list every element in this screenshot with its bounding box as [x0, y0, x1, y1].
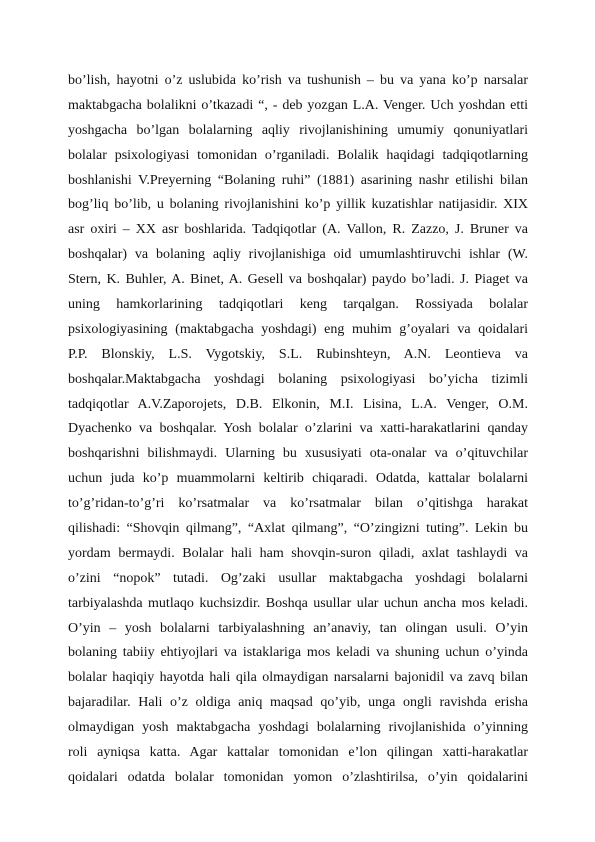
- text-line: P.P. Blonskiy, L.S. Vygotskiy, S.L. Rubinshteyn, A.N. Leontieva va: [68, 346, 528, 362]
- text-line: to’g’ridan-to’g’ri ko’rsatmalar va ko’rsatmalar bilan o’qitishga harakat: [68, 496, 528, 512]
- text-line: psixologiyasining (maktabgacha yoshdagi) eng muhim g’oyalari va qoidalari: [68, 321, 528, 337]
- text-line: tadqiqotlar A.V.Zaporojets, D.B. Elkonin, M.I. Lisina, L.A. Venger, O.M.: [68, 396, 528, 412]
- text-line: boshqarishni bilishmaydi. Ularning bu xususiyati ota-onalar va o’qituvchilar: [68, 446, 528, 462]
- text-line: maktabgacha bolalikni o’tkazadi “, - deb yozgan L.A. Venger. Uch yoshdan etti: [68, 97, 528, 113]
- text-line: Stern, K. Buhler, A. Binet, A. Gesell va boshqalar) paydo bo’ladi. J. Piaget va: [68, 272, 528, 288]
- text-line: bo’lish, hayotni o’z uslubida ko’rish va tushunish – bu va yana ko’p narsalar: [68, 73, 528, 88]
- text-line: qilishadi: “Shovqin qilmang”, “Axlat qilmang”, “O’zingizni tuting”. Lekin bu: [68, 521, 528, 537]
- text-line: uning hamkorlarining tadqiqotlari keng tarqalgan. Rossiyada bolalar: [68, 297, 528, 313]
- text-line: bajaradilar. Hali o’z oldiga aniq maqsad qo’yib, unga ongli ravishda erisha: [68, 695, 528, 711]
- text-line: bolalar haqiqiy hayotda hali qila olmaydigan narsalarni bajonidil va zavq bilan: [68, 670, 528, 686]
- text-line: roli ayniqsa katta. Agar kattalar tomonidan e’lon qilingan xatti-harakatlar: [68, 745, 528, 761]
- text-line: olmaydigan yosh maktabgacha yoshdagi bolalarning rivojlanishida o’yinning: [68, 720, 528, 736]
- text-line: bolalar psixologiyasi tomonidan o’rganiladi. Bolalik haqidagi tadqiqotlarning: [68, 147, 528, 163]
- text-line: boshlanishi V.Preyerning “Bolaning ruhi” (1881) asarining nashr etilishi bilan: [68, 172, 528, 188]
- text-line: Dyachenko va boshqalar. Yosh bolalar o’zlarini va xatti-harakatlarini qanday: [68, 421, 528, 437]
- text-line: tarbiyalashda mutlaqo kuchsizdir. Boshqa usullar ular uchun ancha mos keladi.: [68, 595, 528, 611]
- text-line: boshqalar.Maktabgacha yoshdagi bolaning psixologiyasi bo’yicha tizimli: [68, 371, 528, 387]
- text-line: bolaning tabiiy ehtiyojlari va istaklariga mos keladi va shuning uchun o’yinda: [68, 645, 528, 661]
- text-line: yoshgacha bo’lgan bolalarning aqliy rivojlanishining umumiy qonuniyatlari: [68, 122, 528, 138]
- text-line: O’yin – yosh bolalarni tarbiyalashning an’anaviy, tan olingan usuli. O’yin: [68, 620, 528, 636]
- text-line: o’zini “nopok” tutadi. Og’zaki usullar maktabgacha yoshdagi bolalarni: [68, 570, 528, 586]
- body-text: [68, 69, 528, 791]
- text-line: asr oxiri – XX asr boshlarida. Tadqiqotlar (A. Vallon, R. Zazzo, J. Bruner va: [68, 222, 528, 238]
- text-line: bog’liq bo’lib, u bolaning rivojlanishini ko’p yillik kuzatishlar natijasidir. XIX: [68, 197, 528, 213]
- text-line: uchun juda ko’p muammolarni keltirib chiqaradi. Odatda, kattalar bolalarni: [68, 471, 528, 487]
- text-line: boshqalar) va bolaning aqliy rivojlanishiga oid umumlashtiruvchi ishlar (W.: [68, 247, 528, 263]
- text-line: yordam bermaydi. Bolalar hali ham shovqin-suron qiladi, axlat tashlaydi va: [68, 545, 528, 561]
- text-line: qoidalari odatda bolalar tomonidan yomon o’zlashtirilsa, o’yin qoidalarini: [68, 769, 528, 785]
